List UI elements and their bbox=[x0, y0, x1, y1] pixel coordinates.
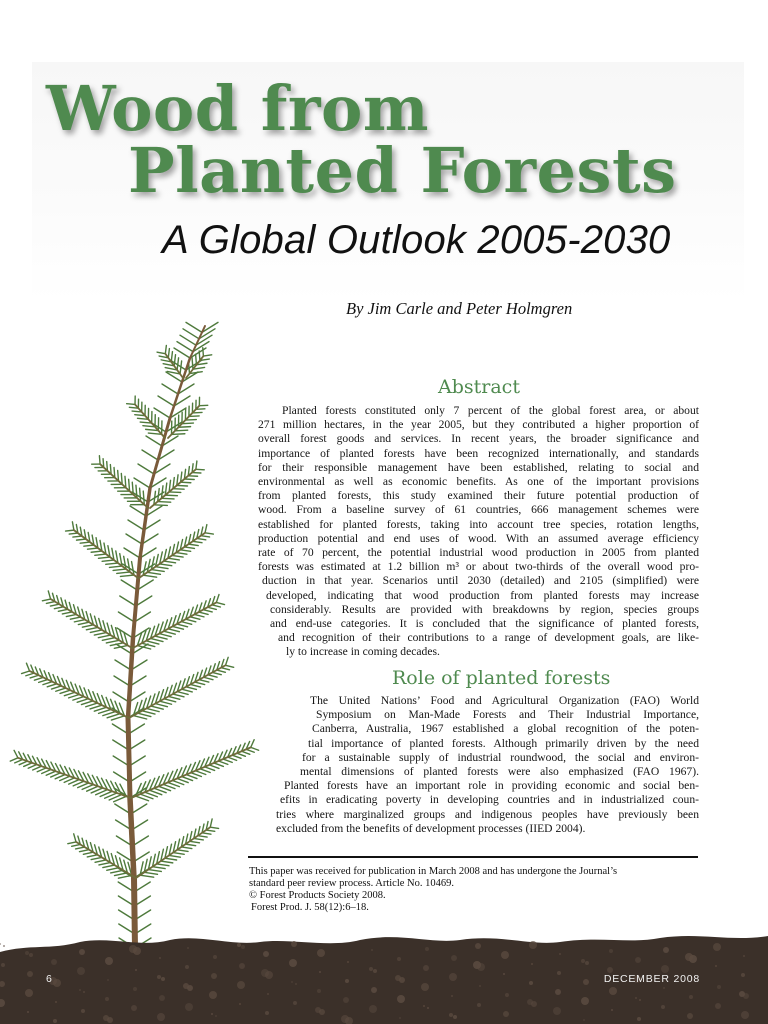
text-line: 271 million hectares, in the year 2005, but they contributed a higher proportion of bbox=[258, 418, 699, 432]
text-line: standard peer review process. Article No. 10469. bbox=[249, 878, 454, 890]
text-line: developed, indicating that wood production from planted forests may increase bbox=[266, 588, 699, 602]
text-line: wood. From a baseline survey of 61 countries, 666 management schemes were bbox=[258, 503, 699, 517]
text-line: production potential and end uses of wood. With an assumed average efficiency bbox=[258, 531, 699, 545]
issue-date: DECEMBER 2008 bbox=[603, 973, 700, 985]
text-line: for their responsible management have been established, relating to social and bbox=[258, 460, 699, 474]
text-line: Forest Prod. J. 58(12):6–18. bbox=[251, 902, 369, 914]
text-line: excluded from the benefits of development processes (IIED 2004). bbox=[276, 821, 586, 835]
subtitle: A Global Outlook 2005-2030 bbox=[162, 218, 671, 262]
text-line: rate of 70 percent, the potential industrial wood production in 2005 from planted bbox=[258, 546, 699, 559]
title-line-1: Wood from bbox=[46, 72, 430, 145]
text-line: overall forest goods and services. In recent years, the broader significance and bbox=[258, 432, 699, 446]
page-number: 6 bbox=[46, 973, 53, 985]
text-line: established for planted forests, taking into account tree species, rotation lengths, bbox=[258, 517, 699, 531]
abstract-heading: Abstract bbox=[438, 376, 520, 398]
text-line: ly to increase in coming decades. bbox=[286, 645, 440, 659]
text-line: and end-use categories. It is concluded that the significance of planted forests, bbox=[270, 617, 699, 630]
text-line: This paper was received for publication in March 2008 and has undergone the Journal’s bbox=[249, 866, 618, 877]
text-line: tial importance of planted forests. Although primarily driven by the need bbox=[308, 736, 699, 750]
footnote-rule bbox=[248, 856, 698, 858]
text-line: for a sustainable supply of industrial roundwood, the social and environ- bbox=[302, 750, 699, 764]
text-line: Canberra, Australia, 1967 established a global recognition of the poten- bbox=[312, 722, 699, 736]
text-line: Planted forests constituted only 7 percent of the global forest area, or about bbox=[282, 404, 699, 417]
text-line: forests was estimated at 1.2 billion m³ or about two-thirds of the overall wood pro- bbox=[258, 560, 699, 574]
text-line: mental dimensions of planted forests were also emphasized (FAO 1967). bbox=[300, 765, 699, 778]
text-line: considerably. Results are provided with breakdowns by region, species groups bbox=[270, 602, 699, 616]
text-line: tries where marginalized groups and indigenous peoples have previously been bbox=[276, 807, 699, 821]
text-line: from planted forests, this study examined their future potential production of bbox=[258, 489, 699, 503]
text-line: environmental as well as economic benefits. As one of the important provisions bbox=[258, 475, 699, 488]
text-line: importance of planted forests have been recognized internationally, and standards bbox=[258, 446, 699, 460]
text-line: The United Nations’ Food and Agricultural Organization (FAO) World bbox=[310, 694, 699, 707]
text-line: Planted forests have an important role in providing economic and social ben- bbox=[284, 779, 699, 793]
text-line: Symposium on Man-Made Forests and Their Industrial Importance, bbox=[316, 708, 699, 722]
title-line-2: Planted Forests bbox=[128, 134, 677, 207]
role-heading: Role of planted forests bbox=[392, 667, 611, 689]
byline: By Jim Carle and Peter Holmgren bbox=[346, 299, 573, 318]
text-line: duction in that year. Scenarios until 2030 (detailed) and 2105 (simplified) were bbox=[262, 574, 699, 588]
text-line: efits in eradicating poverty in developing countries and in industrialized coun- bbox=[280, 793, 699, 807]
text-line: and recognition of their contributions to a range of development goals, are like- bbox=[278, 631, 699, 645]
text-line: © Forest Products Society 2008. bbox=[249, 890, 386, 902]
pine-sapling-image bbox=[0, 318, 270, 958]
